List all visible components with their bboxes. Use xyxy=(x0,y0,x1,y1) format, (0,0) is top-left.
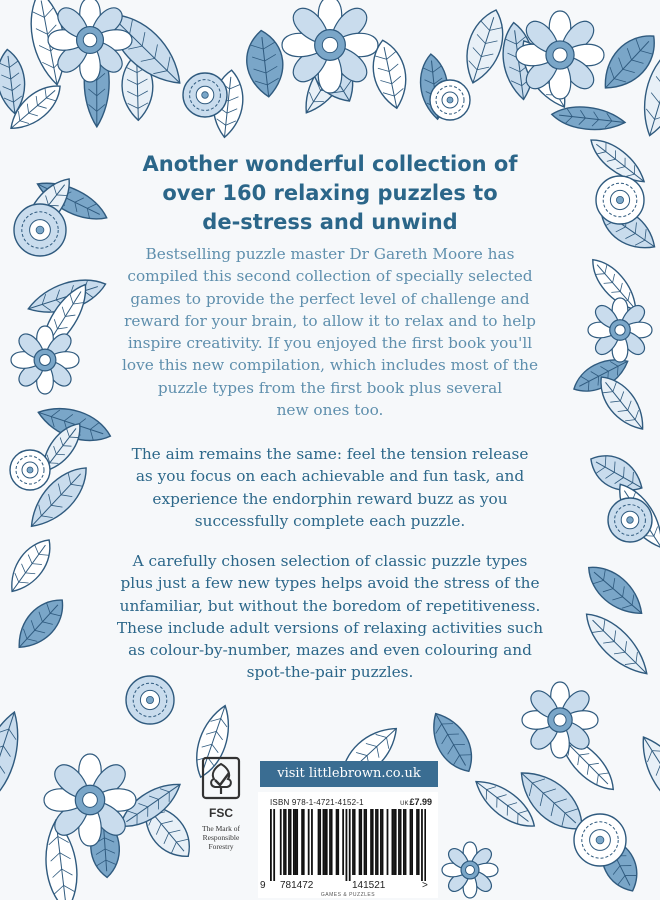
paragraph-line: plus just a few new types helps avoid the stress of the xyxy=(120,574,540,593)
leaf-shape xyxy=(551,104,627,134)
paragraph-line: successfully complete each puzzle. xyxy=(194,511,466,530)
barcode-bar xyxy=(293,809,295,875)
fsc-tagline-line: The Mark of xyxy=(202,824,240,833)
barcode-bar xyxy=(342,809,344,875)
barcode-bar xyxy=(387,809,389,875)
leaf-shape xyxy=(243,28,286,98)
paragraph-line: The aim remains the same: feel the tension release xyxy=(131,445,529,463)
paragraph-line: as you focus on each achievable and fun task, and xyxy=(135,467,525,486)
paragraph-line: experience the endorphin reward buzz as you xyxy=(152,489,508,508)
barcode-bar xyxy=(410,809,412,875)
barcode-bar xyxy=(296,809,298,875)
paragraph-line: spot-the-pair puzzles. xyxy=(246,663,414,682)
barcode-bar xyxy=(416,809,418,875)
barcode-bar xyxy=(411,809,413,875)
barcode-bar xyxy=(421,809,423,881)
barcode-bar xyxy=(290,809,292,875)
paragraph-line: compiled this second collection of specially selected xyxy=(127,267,533,286)
barcode-bar xyxy=(331,809,333,875)
tagline-line: de-stress and unwind xyxy=(202,210,458,234)
fsc-logo xyxy=(196,756,246,896)
barcode-bar xyxy=(377,809,379,875)
barcode-bar xyxy=(337,809,339,875)
paragraph-line: new ones too. xyxy=(276,401,384,420)
barcode-bar xyxy=(283,809,285,875)
paisley-swirl xyxy=(430,80,470,120)
tagline-line: Another wonderful collection of xyxy=(142,152,518,176)
fsc-tagline xyxy=(196,824,246,851)
description-paragraph-2 xyxy=(0,443,660,532)
price-prefix: UK xyxy=(400,801,409,807)
paragraph-line: games to provide the perfect level of challenge and xyxy=(130,289,530,308)
barcode-bar xyxy=(392,809,394,875)
tree-checkmark-icon xyxy=(201,756,241,800)
barcode-bar xyxy=(295,809,297,875)
flower-shape xyxy=(48,0,132,82)
barcode-bar xyxy=(405,809,407,875)
barcode-bar xyxy=(418,809,420,875)
barcode-bar xyxy=(370,809,372,875)
barcode-bar xyxy=(285,809,287,875)
barcode-bar xyxy=(308,809,310,875)
barcode-bar xyxy=(403,809,405,875)
barcode-bar xyxy=(311,809,313,875)
barcode-bar xyxy=(349,809,351,881)
price-value: £7.99 xyxy=(409,797,432,807)
barcode-digit-group-1: 781472 xyxy=(280,880,314,891)
fsc-label: FSC xyxy=(209,806,233,820)
barcode-quiet-mark: > xyxy=(422,880,428,891)
barcode-bar xyxy=(319,809,321,875)
barcode-bar xyxy=(398,809,400,875)
tagline-line: over 160 relaxing puzzles to xyxy=(162,181,498,205)
barcode-bar xyxy=(382,809,384,875)
barcode-bar xyxy=(364,809,366,875)
barcode-bar xyxy=(352,809,354,875)
barcode-bar xyxy=(288,809,290,875)
barcode-bar xyxy=(270,809,272,881)
barcode-bar xyxy=(303,809,305,875)
barcode-bar xyxy=(336,809,338,875)
fsc-tagline-line: Responsible xyxy=(202,833,240,842)
barcode-bar xyxy=(273,809,275,881)
flower-shape xyxy=(282,0,378,93)
description-paragraph-3 xyxy=(0,550,660,684)
barcode-bar xyxy=(400,809,402,875)
paragraph-line: Bestselling puzzle master Dr Gareth Moore has xyxy=(145,245,515,263)
tagline xyxy=(0,150,660,237)
barcode-bar xyxy=(360,809,362,875)
leaf-shape xyxy=(0,707,29,811)
isbn-text: ISBN 978-1-4721-4152-1 xyxy=(270,798,364,807)
flower-shape xyxy=(516,11,604,99)
paisley-swirl xyxy=(183,73,227,117)
description-paragraph-1 xyxy=(0,243,660,421)
paragraph-line: unfamiliar, but without the boredom of repetitiveness. xyxy=(119,596,541,615)
barcode-lead-digit: 9 xyxy=(260,880,266,891)
barcode-bar xyxy=(359,809,361,875)
category-label: GAMES & PUZZLES xyxy=(320,892,376,898)
barcode-digit-group-2: 141521 xyxy=(352,880,386,891)
barcode-bar xyxy=(354,809,356,875)
barcode-bar xyxy=(375,809,377,875)
barcode-bar xyxy=(380,809,382,875)
barcode-panel xyxy=(258,792,438,898)
barcode-bar xyxy=(372,809,374,875)
barcode-bar xyxy=(424,809,426,881)
barcode-bar xyxy=(395,809,397,875)
barcode-bar xyxy=(393,809,395,875)
barcode-bar xyxy=(301,809,303,875)
barcode-bar xyxy=(318,809,320,875)
fsc-tagline-line: Forestry xyxy=(208,842,234,851)
barcode-bar xyxy=(326,809,328,875)
paragraph-line: as colour-by-number, mazes and even colouring and xyxy=(128,641,532,660)
paragraph-line: These include adult versions of relaxing activities such xyxy=(116,618,544,637)
paragraph-line: puzzle types from the first book plus several xyxy=(157,378,503,397)
barcode-bar xyxy=(365,809,367,875)
price-tag xyxy=(400,797,432,807)
paisley-swirl xyxy=(574,814,626,866)
barcode-bar xyxy=(324,809,326,875)
website-link[interactable]: visit littlebrown.co.uk xyxy=(260,761,438,787)
flower-shape xyxy=(442,842,498,898)
paragraph-line: love this new compilation, which includes most of the xyxy=(121,356,539,375)
barcode-bar xyxy=(329,809,331,875)
leaf-shape xyxy=(631,729,660,820)
barcode-bar xyxy=(280,809,282,875)
barcode-bar xyxy=(346,809,348,881)
barcode-bar xyxy=(323,809,325,875)
flower-shape xyxy=(522,682,598,758)
paragraph-line: inspire creativity. If you enjoyed the first book you'll xyxy=(127,334,533,353)
ean13-barcode xyxy=(270,809,426,881)
paragraph-line: A carefully chosen selection of classic puzzle types xyxy=(132,552,528,570)
flower-shape xyxy=(44,754,136,846)
paragraph-line: reward for your brain, to allow it to relax and to help xyxy=(124,311,536,330)
